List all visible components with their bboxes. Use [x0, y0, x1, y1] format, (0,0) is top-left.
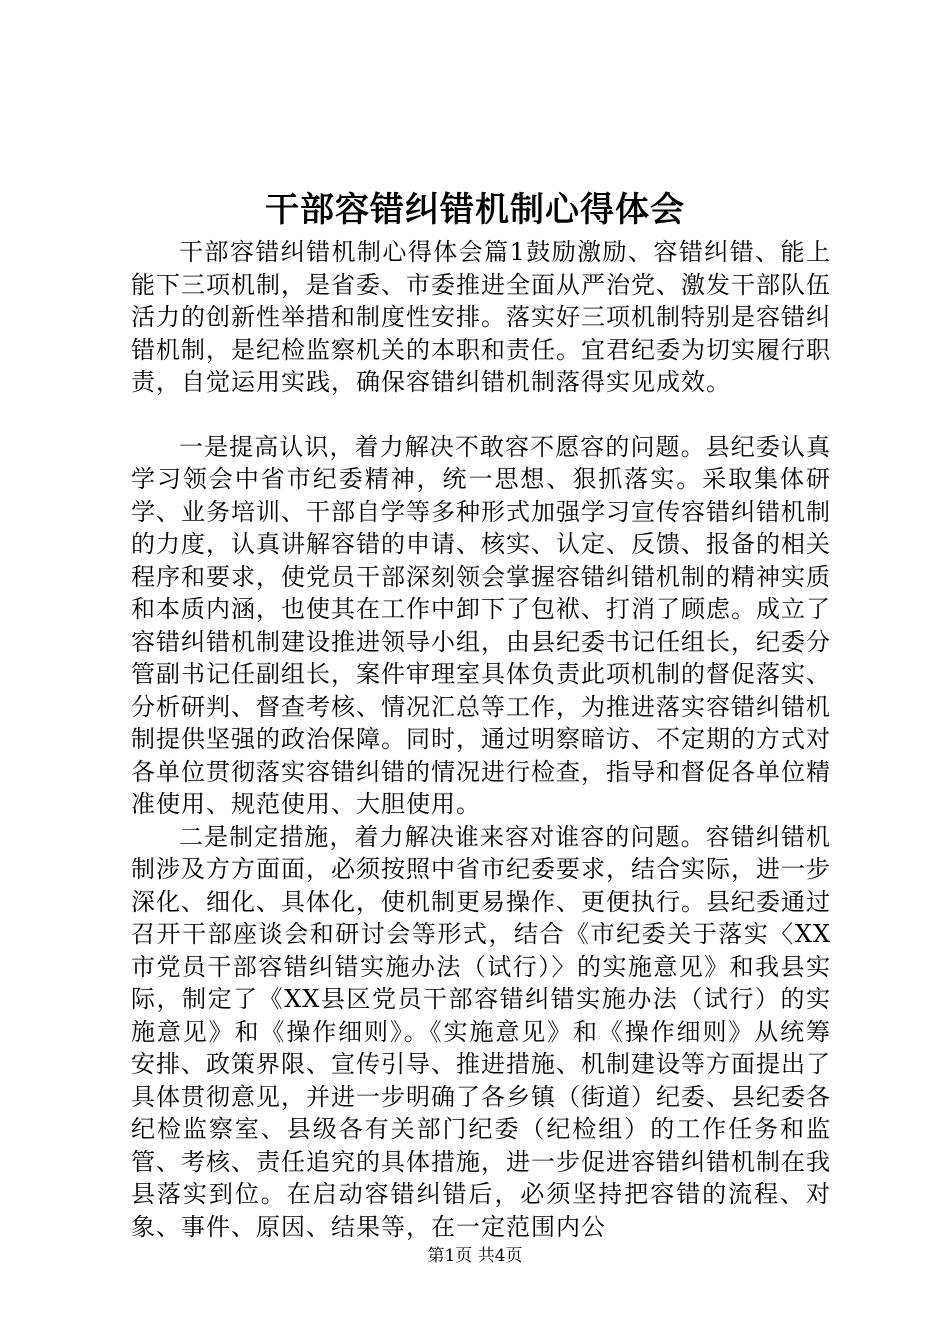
paragraph-point-two: 二是制定措施，着力解决谁来容对谁容的问题。容错纠错机制涉及方方面面，必须按照中省市纪委要求，结合实际，进一步深化、细化、具体化，使机制更易操作、更便执行。县纪委通过召开干部座谈会和研讨会等形式，结合《市纪委关于落实〈XX市党员干部容错纠错实施办法（试行）〉的实施意见》和我县实际，制定了《XX县区党员干部容错纠错实施办法（试行）的实施意见》和《操作细则》。《实施意见》和《操作细则》从统筹安排、政策界限、宣传引导、推进措施、机制建设等方面提出了具体贯彻意见，并进一步明确了各乡镇（街道）纪委、县纪委各纪检监察室、县级各有关部门纪委（纪检组）的工作任务和监管、考核、责任追究的具体措施，进一步促进容错纠错机制在我县落实到位。在启动容错纠错后，必须坚持把容错的流程、对象、事件、原因、结果等，在一定范围内公: [131, 822, 831, 1241]
document-body: [131, 236, 831, 1243]
paragraph-point-one: 一是提高认识，着力解决不敢容不愿容的问题。县纪委认真学习领会中省市纪委精神，统一思想、狠抓落实。采取集体研学、业务培训、干部自学等多种形式加强学习宣传容错纠错机制的力度，认真讲解容错的申请、核实、认定、反馈、报备的相关程序和要求，使党员干部深刻领会掌握容错纠错机制的精神实质和本质内涵，也使其在工作中卸下了包袱、打消了顾虑。成立了容错纠错机制建设推进领导小组，由县纪委书记任组长，纪委分管副书记任副组长，案件审理室具体负责此项机制的督促落实、分析研判、督查考核、情况汇总等工作，为推进落实容错纠错机制提供坚强的政治保障。同时，通过明察暗访、不定期的方式对各单位贯彻落实容错纠错的情况进行检查，指导和督促各单位精准使用、规范使用、大胆使用。: [131, 432, 831, 818]
document-title: 干部容错纠错机制心得体会: [265, 190, 685, 230]
paragraph-intro: 干部容错纠错机制心得体会篇1鼓励激励、容错纠错、能上能下三项机制，是省委、市委推进全面从严治党、激发干部队伍活力的创新性举措和制度性安排。落实好三项机制特别是容错纠错机制，是纪检监察机关的本职和责任。宜君纪委为切实履行职责，自觉运用实践，确保容错纠错机制落得实见成效。: [131, 238, 831, 396]
page-number-footer: 第1页 共4页: [427, 1246, 523, 1266]
